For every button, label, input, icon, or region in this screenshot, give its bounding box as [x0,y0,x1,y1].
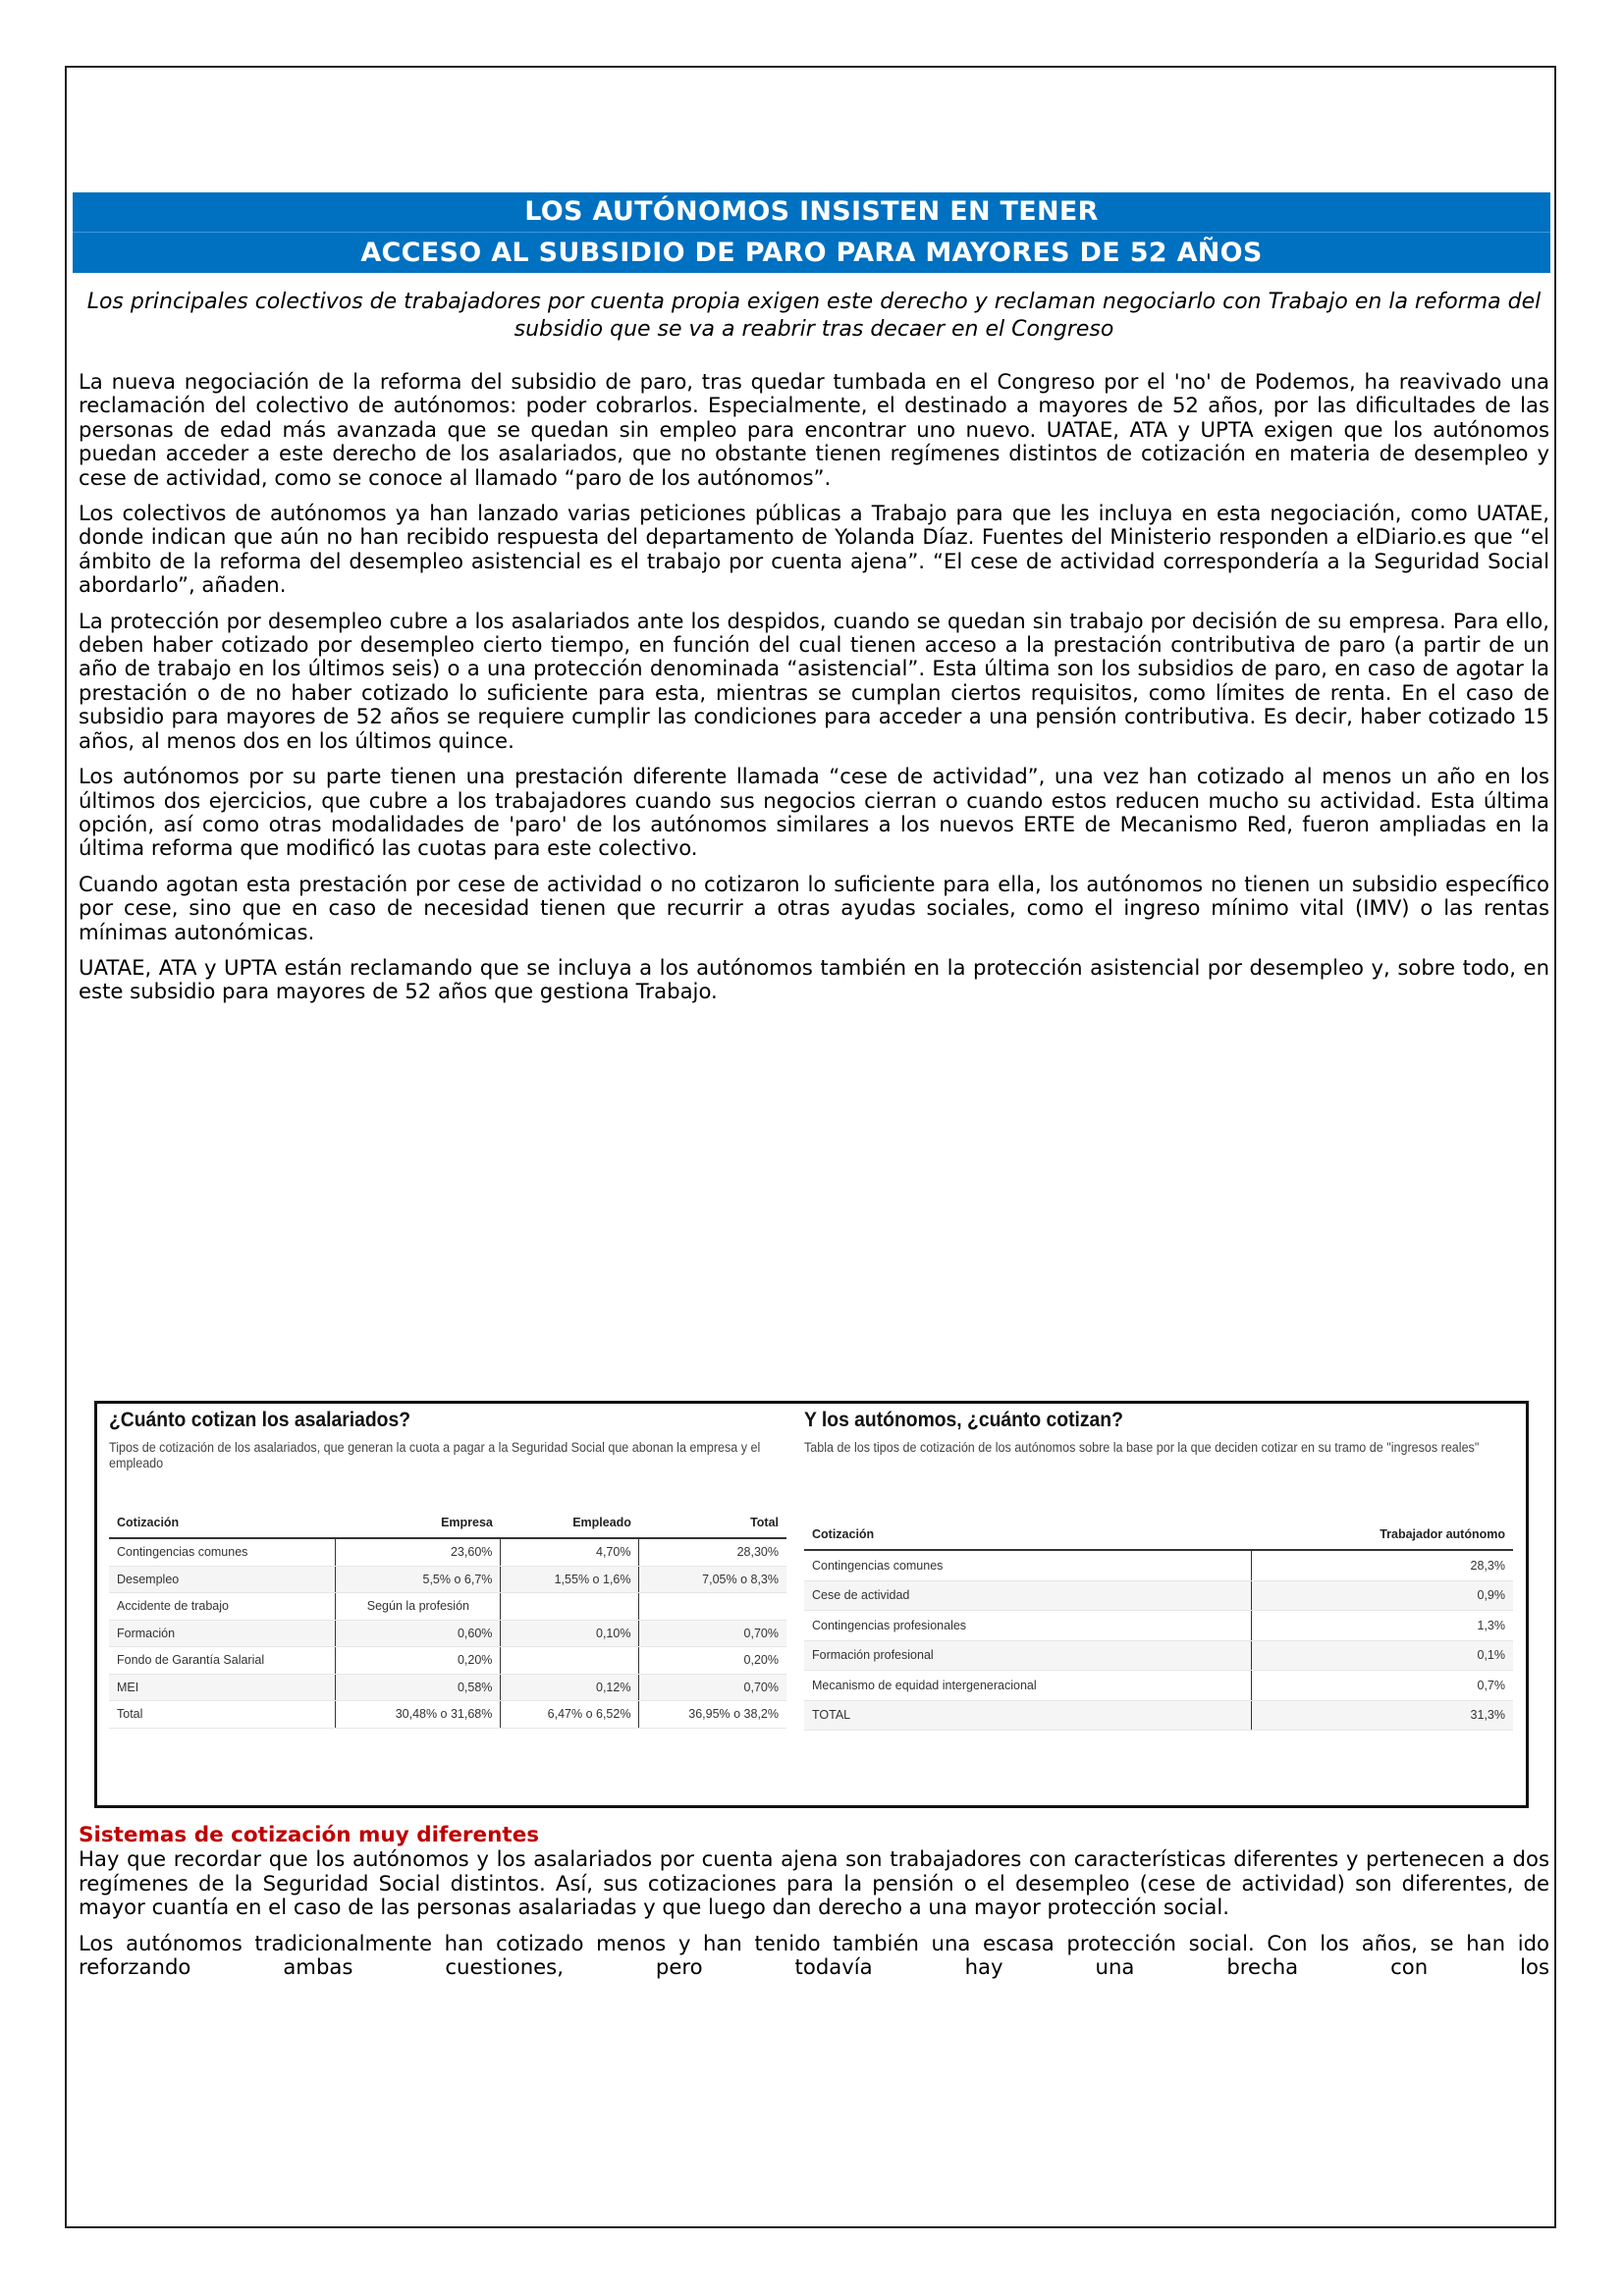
paragraph: Hay que recordar que los autónomos y los asalariados por cuenta ajena son trabajadores con características diferentes y pertenecen a dos regímenes de la Seguridad Social distintos. Así, sus cotizaciones para la pensión o el desempleo (cese de actividad) son diferentes, de mayor cuantía en el caso de las personas asalariadas y que luego dan derecho a una mayor protección social. [79,1846,1549,1920]
table-row [109,1674,786,1701]
row-label-cell: MEI [109,1674,336,1701]
value-cell: 1,55% o 1,6% [501,1566,639,1593]
table-row [804,1700,1513,1731]
value-cell: 0,20% [639,1647,786,1675]
table-row [804,1671,1513,1701]
value-cell: 31,3% [1251,1700,1513,1731]
value-cell: 0,70% [639,1674,786,1701]
column-header: Empresa [336,1508,501,1538]
asalariados-table-description: Tipos de cotización de los asalariados, que generan la cuota a pagar a la Seguridad Social que abonan la empresa y el empleado [109,1440,761,1470]
article-title-line-2: ACCESO AL SUBSIDIO DE PARO PARA MAYORES DE 52 AÑOS [73,232,1550,273]
table-row [804,1640,1513,1671]
row-label-cell: Formación profesional [804,1640,1251,1671]
row-label-cell: Total [109,1701,336,1729]
article-title-line-1: LOS AUTÓNOMOS INSISTEN EN TENER [524,196,1099,227]
paragraph: Los autónomos por su parte tienen una prestación diferente llamada “cese de actividad”, una vez han cotizado al menos un año en los últimos dos ejercicios, que cubre a los trabajadores cuando sus negocios cierran o cuando estos reducen mucho su actividad. Esta última opción, así como otras modalidades de 'paro' de los autónomos similares a los nuevos ERTE de Mecanismo Red, fueron ampliadas en la última reforma que modificó las cuotas para este colectivo. [79,764,1549,861]
value-cell: 23,60% [336,1538,501,1566]
autonomos-table-description: Tabla de los tipos de cotización de los autónomos sobre la base por la que deciden cotizar en su tramo de "ingresos reales" [804,1440,1480,1455]
paragraph: Los autónomos tradicionalmente han cotizado menos y han tenido también una escasa protección social. Con los años, se han ido reforzando ambas cuestiones, pero todavía hay una brecha con los [79,1930,1549,1980]
value-cell: 0,7% [1251,1671,1513,1701]
paragraph: La protección por desempleo cubre a los asalariados ante los despidos, cuando se quedan sin trabajo por decisión de su empresa. Para ello, deben haber cotizado por desempleo cierto tiempo, en función del cual tienen acceso a la prestación contributiva de paro (a partir de un año de trabajo en los últimos seis) o a una protección denominada “asistencial”. Esta última son los subsidios de paro, en caso de agotar la prestación o de no haber cotizado lo suficiente para esta, mientras se cumplan ciertos requisitos, como límites de renta. En el caso de subsidio para mayores de 52 años se requiere cumplir las condiciones para acceder a una pensión contributiva. Es decir, haber cotizado 15 años, al menos dos en los últimos quince. [79,608,1549,753]
paragraph: Los colectivos de autónomos ya han lanzado varias peticiones públicas a Trabajo para que les incluya en esta negociación, como UATAE, donde indican que aún no han recibido respuesta del departamento de Yolanda Díaz. Fuentes del Ministerio responden a elDiario.es que “el ámbito de la reforma del desempleo asistencial es el trabajo por cuenta ajena”. “El cese de actividad correspondería a la Seguridad Social abordarlo”, añaden. [79,501,1549,598]
value-cell: 0,1% [1251,1640,1513,1671]
autonomos-table-panel [804,1404,1513,1723]
autonomos-table-title: Y los autónomos, ¿cuánto cotizan? [804,1409,1123,1431]
value-cell: 0,20% [336,1647,501,1675]
article-body [79,370,1549,1016]
column-header: Cotización [109,1508,336,1538]
value-cell: 7,05% o 8,3% [639,1566,786,1593]
asalariados-table [109,1508,786,1729]
value-cell: 30,48% o 31,68% [336,1701,501,1729]
value-cell: 36,95% o 38,2% [639,1701,786,1729]
value-cell: 6,47% o 6,52% [501,1701,639,1729]
value-cell: Según la profesión [336,1593,501,1621]
paragraph: UATAE, ATA y UPTA están reclamando que se incluya a los autónomos también en la protección asistencial por desempleo y, sobre todo, en este subsidio para mayores de 52 años que gestiona Trabajo. [79,954,1549,1004]
article-title-band [73,192,1550,273]
column-header: Trabajador autónomo [1251,1520,1513,1550]
autonomos-table [804,1520,1513,1731]
table-row [109,1701,786,1729]
value-cell: 5,5% o 6,7% [336,1566,501,1593]
value-cell: 28,30% [639,1538,786,1566]
row-label-cell: Accidente de trabajo [109,1593,336,1621]
value-cell [639,1593,786,1621]
table-row [109,1647,786,1675]
column-header: Cotización [804,1520,1251,1550]
row-label-cell: TOTAL [804,1700,1251,1731]
table-row [109,1566,786,1593]
value-cell: 1,3% [1251,1611,1513,1641]
row-label-cell: Fondo de Garantía Salarial [109,1647,336,1675]
asalariados-table-title: ¿Cuánto cotizan los asalariados? [109,1409,411,1431]
contribution-tables-figure [94,1401,1529,1808]
row-label-cell: Mecanismo de equidad intergeneracional [804,1671,1251,1701]
value-cell [501,1647,639,1675]
value-cell: 0,12% [501,1674,639,1701]
value-cell: 0,10% [501,1620,639,1647]
row-label-cell: Contingencias comunes [109,1538,336,1566]
row-label-cell: Contingencias profesionales [804,1611,1251,1641]
article-subtitle: Los principales colectivos de trabajadores por cuenta propia exigen este derecho y reclaman negociarlo con Trabajo en la reforma del subsidio que se va a reabrir tras decaer en el Congreso [86,290,1542,342]
paragraph: La nueva negociación de la reforma del subsidio de paro, tras quedar tumbada en el Congreso por el 'no' de Podemos, ha reavivado una reclamación del colectivo de autónomos: poder cobrarlos. Especialmente, el destinado a mayores de 52 años, por las dificultades de las personas de edad más avanzada que se quedan sin empleo para encontrar uno nuevo. UATAE, ATA y UPTA exigen que los autónomos puedan acceder a este derecho de los asalariados, que no obstante tienen regímenes distintos de cotización en materia de desempleo y cese de actividad, como se conoce al llamado “paro de los autónomos”. [79,369,1549,490]
row-label-cell: Cese de actividad [804,1580,1251,1611]
row-label-cell: Desempleo [109,1566,336,1593]
table-header-row [804,1520,1513,1550]
value-cell: 4,70% [501,1538,639,1566]
table-row [109,1620,786,1647]
row-label-cell: Formación [109,1620,336,1647]
value-cell: 0,60% [336,1620,501,1647]
section-heading: Sistemas de cotización muy diferentes [79,1823,540,1847]
table-row [109,1538,786,1566]
column-header: Empleado [501,1508,639,1538]
table-row [804,1611,1513,1641]
value-cell: 0,58% [336,1674,501,1701]
value-cell [501,1593,639,1621]
table-row [804,1550,1513,1580]
table-header-row [109,1508,786,1538]
paragraph: Cuando agotan esta prestación por cese de actividad o no cotizaron lo suficiente para ella, los autónomos no tienen un subsidio específico por cese, sino que en caso de necesidad tienen que recurrir a otras ayudas sociales, como el ingreso mínimo vital (IMV) o las rentas mínimas autonómicas. [79,871,1549,944]
article-section [79,1824,1549,1991]
value-cell: 0,70% [639,1620,786,1647]
value-cell: 0,9% [1251,1580,1513,1611]
column-header: Total [639,1508,786,1538]
value-cell: 28,3% [1251,1550,1513,1580]
asalariados-table-panel [109,1404,786,1722]
table-row [804,1580,1513,1611]
table-row [109,1593,786,1621]
row-label-cell: Contingencias comunes [804,1550,1251,1580]
